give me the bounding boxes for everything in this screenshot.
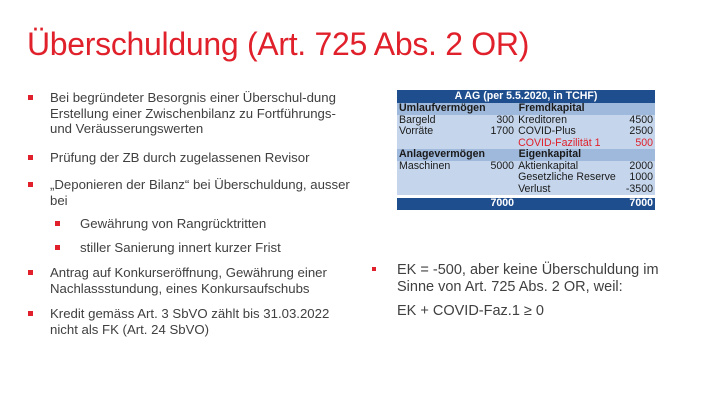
table-cell: COVID-Plus (518, 125, 576, 137)
table-header: A AG (per 5.5.2020, in TCHF) (397, 90, 655, 103)
table-cell (397, 184, 482, 196)
table-cell: Kreditoren (518, 113, 567, 126)
table-cell (617, 149, 655, 161)
table-cell: 2000 (629, 159, 653, 172)
bullet-marker-icon (28, 182, 33, 187)
table-cell: 7000 (490, 197, 515, 209)
bullet-marker-icon (28, 155, 33, 160)
table-cell: Umlaufvermögen (399, 102, 486, 114)
bullet-text: stiller Sanierung innert kurzer Frist (80, 240, 281, 255)
table-total-row (397, 198, 655, 210)
bullet-text: Kredit gemäss Art. 3 SbVO zählt bis 31.03.2022 nicht als FK (Art. 24 SbVO) (50, 306, 330, 337)
table-cell (482, 184, 516, 196)
table-cell (617, 103, 655, 115)
table-row (397, 103, 655, 115)
balance-sheet-table (397, 90, 655, 210)
bullet-marker-icon (372, 267, 376, 271)
right-bullet-text: EK = -500, aber keine Überschuldung im Sinne von Art. 725 Abs. 2 OR, weil: (397, 262, 659, 295)
table-cell: 500 (635, 136, 653, 149)
table-cell (483, 149, 517, 161)
table-cell: Bargeld (399, 113, 436, 126)
table-cell: -3500 (625, 182, 653, 195)
table-cell: 1000 (629, 171, 653, 183)
table-row (397, 126, 655, 138)
table-cell: Anlagevermögen (399, 148, 485, 160)
table-cell: COVID-Fazilität 1 (518, 136, 601, 149)
bullet-text: Antrag auf Konkurseröffnung, Gewährung einer Nachlassstundung, eines Konkursaufschubs (50, 265, 327, 296)
table-cell: Verlust (518, 182, 551, 195)
bullet-marker-icon (28, 270, 33, 275)
bullet-marker-icon (28, 95, 33, 100)
table-cell (397, 172, 482, 184)
table-cell (397, 198, 482, 210)
bullet-text: Prüfung der ZB durch zugelassenen Revisor (50, 150, 310, 165)
bullet-marker-icon (55, 245, 60, 250)
table-cell: 300 (496, 113, 515, 126)
table-cell (516, 198, 617, 210)
table-cell: 5000 (490, 159, 515, 172)
table-cell: Gesetzliche Reserve (518, 171, 616, 183)
table-cell: 4500 (629, 113, 653, 126)
table-cell: Vorräte (399, 125, 434, 137)
table-row (397, 172, 655, 184)
formula-text: EK + COVID-Faz.1 ≥ 0 (397, 303, 544, 319)
bullet-text: „Deponieren der Bilanz“ bei Überschuldung, ausser bei (50, 177, 350, 208)
table-cell: Maschinen (399, 159, 451, 172)
table-cell (482, 172, 516, 184)
table-cell (482, 138, 516, 150)
table-cell: 7000 (629, 197, 653, 209)
table-cell: Eigenkapital (518, 148, 582, 160)
slide-title: Überschuldung (Art. 725 Abs. 2 OR) (27, 26, 530, 62)
table-cell: Fremdkapital (518, 102, 585, 114)
table-row (397, 184, 655, 196)
table-cell (483, 103, 517, 115)
bullet-marker-icon (55, 221, 60, 226)
table-row (397, 149, 655, 161)
table-cell: Aktienkapital (518, 159, 579, 172)
table-cell: 1700 (490, 125, 515, 137)
table-cell: 2500 (629, 125, 653, 137)
bullet-text: Gewährung von Rangrücktritten (80, 216, 267, 231)
bullet-marker-icon (28, 311, 33, 316)
bullet-text: Bei begründeter Besorgnis einer Überschul-dung Erstellung einer Zwischenbilanz zu Fortführungs- und Veräusserungswerten (50, 90, 336, 136)
